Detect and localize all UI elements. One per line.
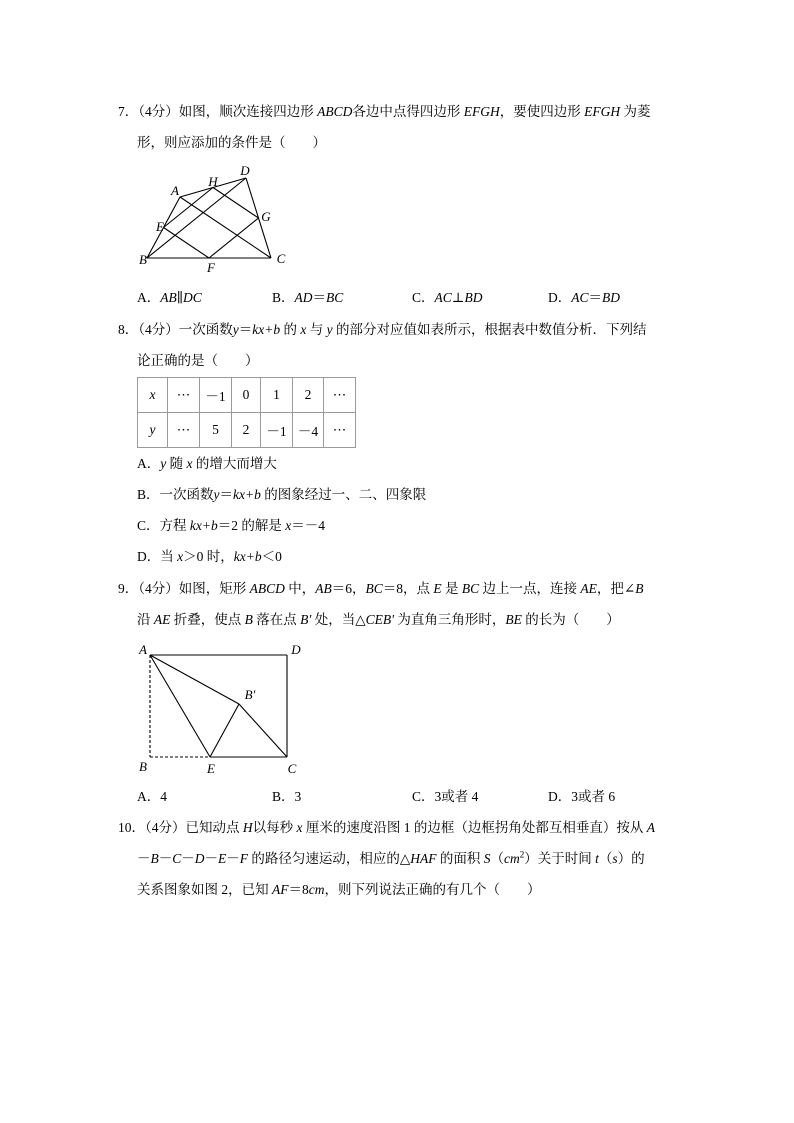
text-run: ）关于时间 [524,851,596,866]
math-text: kx+b [233,549,262,564]
edge-gf [209,218,259,258]
table-row-y [138,413,356,448]
math-text: AE [580,581,597,596]
text-run: 8．（4分）一次函数 [118,322,233,337]
label-b-prime: B′ [244,687,256,702]
label-e: E [207,761,215,776]
q7-option-c [412,288,482,308]
text-run: （ [490,851,505,866]
text-run: D．当 [137,549,178,564]
text-run: 10．（4分）已知动点 [118,820,243,835]
math-text: s [612,851,618,866]
text-run: ＝ [219,487,234,502]
table-cell: ⋯ [324,413,356,448]
math-text: BD [602,290,621,305]
math-text: kx+b [252,322,281,337]
math-text: ABCD [249,581,285,596]
text-run: B．一次函数 [137,487,214,502]
text-run: 为直角三角形时， [394,612,506,627]
text-run: ∥ [176,290,183,305]
text-run: 的增大而增大 [192,456,277,471]
q7-quadrilateral-figure [130,160,300,275]
text-run: C．3或者 4 [412,789,479,804]
text-run: ＝ [588,290,603,305]
text-run: 形，则应添加的条件是（ ） [137,135,326,150]
math-text: EFGH [463,104,500,119]
superscript: 2 [519,849,525,860]
math-text: AD [294,290,313,305]
q9-option-c [412,787,478,807]
math-text: C [172,851,182,866]
text-run: 以每秒 [252,820,297,835]
text-run: ＜0 [261,549,282,564]
math-text: EFGH [584,104,621,119]
table-cell: 0 [232,378,261,413]
segment-ae [150,655,210,757]
label-h: H [208,174,218,189]
label-d: D [291,642,301,657]
label-a: A [171,183,179,198]
math-text: kx+b [233,487,261,502]
text-run: D． [548,290,572,305]
math-text: x [300,322,307,337]
text-run: ，要使四边形 [499,104,585,119]
text-run: 各边中点得四边形 [352,104,464,119]
math-text: BC [461,581,480,596]
text-run: A． [137,290,161,305]
text-run: C． [412,290,435,305]
edge-fe [164,228,210,259]
label-a: A [139,642,147,657]
math-text: t [595,851,599,866]
text-run: 与 [306,322,327,337]
math-text: AC [571,290,589,305]
math-text: AB [315,581,332,596]
math-text: F [239,851,249,866]
text-run: 边上一点，连接 [479,581,581,596]
math-text: E [433,581,442,596]
math-text: x [285,518,292,533]
table-cell-header: x [138,378,168,413]
table-cell: －4 [293,413,324,448]
math-text: E [218,851,227,866]
text-run: B． [272,290,295,305]
math-text: kx+b [189,518,218,533]
q8-stem-line-1 [118,320,646,340]
table-cell: 5 [200,413,232,448]
q9-stem-line-2 [137,610,620,630]
math-text: AF [272,882,289,897]
table-cell: ⋯ [168,413,200,448]
label-c: C [276,251,286,266]
text-run: 中， [284,581,316,596]
text-run: ＝6， [331,581,366,596]
table-cell: 2 [232,413,261,448]
text-run: ＝ [312,290,327,305]
text-run: － [204,851,219,866]
text-run: ＝8 [288,882,309,897]
diagonal-ac [180,197,271,258]
math-text: x [186,456,193,471]
math-text: y [232,322,239,337]
text-run: ＝－4 [291,518,325,533]
q9-rectangle-fold-figure [135,640,305,780]
math-text: S [483,851,491,866]
math-text: x [177,549,184,564]
text-run: ，把∠ [596,581,636,596]
table-cell: 2 [293,378,324,413]
text-run: 的图象经过一、二、四象限 [260,487,427,502]
q10-stem-line-1 [118,818,655,838]
label-b: B [139,252,147,267]
math-text: BD [464,290,483,305]
diagonal-bd [147,178,246,258]
text-run: C．方程 [137,518,190,533]
text-run: 的面积 [436,851,484,866]
text-run: 随 [166,456,187,471]
label-c: C [287,761,297,776]
text-run: ，则下列说法正确的有几个（ ） [324,882,541,897]
math-text: y [213,487,220,502]
label-b: B [139,759,147,774]
q8-option-a [137,454,277,474]
q8-option-c [137,516,325,536]
math-text: B [635,581,644,596]
text-run: 关系图象如图 2，已知 [137,882,272,897]
q8-option-d [137,547,282,567]
text-run: 的部分对应值如表所示，根据表中数值分析．下列结 [332,322,647,337]
q9-option-d [548,787,615,807]
math-text: B′ [300,612,312,627]
table-cell: ⋯ [324,378,356,413]
text-run: 是 [441,581,462,596]
text-run: B．3 [272,789,302,804]
math-text: BE [505,612,522,627]
q7-option-b [272,288,343,308]
text-run: － [226,851,240,866]
q9-option-a [137,787,167,807]
q8-stem-line-2 [137,351,259,371]
table-cell-header: y [138,413,168,448]
text-run: 9．（4分）如图，矩形 [118,581,250,596]
math-text: HAF [410,851,437,866]
math-text: DC [183,290,202,305]
math-text: A [646,820,655,835]
text-run: 沿 [137,612,154,627]
table-cell: －1 [200,378,232,413]
text-run: 为菱 [620,104,651,119]
q10-stem-line-3 [137,880,541,900]
q10-stem-line-2 [137,849,645,869]
text-run: D．3或者 6 [548,789,616,804]
math-text: AE [153,612,171,627]
table-row-x [138,378,356,413]
math-text: cm [504,851,520,866]
math-text: y [326,322,333,337]
math-text: D [194,851,205,866]
math-text: x [296,820,303,835]
text-run: ⊥ [451,290,465,305]
text-run: － [181,851,195,866]
text-run: 的 [280,322,301,337]
text-run: A．4 [137,789,167,804]
text-run: A． [137,456,161,471]
table-cell: ⋯ [168,378,200,413]
q8-option-b [137,485,426,505]
text-run: － [137,851,151,866]
text-run: ＝2 的解是 [217,518,286,533]
text-run: 折叠，使点 [170,612,245,627]
text-run: 的路径匀速运动，相应的△ [248,851,411,866]
table-cell: 1 [261,378,293,413]
math-text: BC [326,290,344,305]
edge-hg [213,188,259,219]
segment-b-prime-e [210,704,239,757]
text-run: 厘米的速度沿图 1 的边框（边框拐角处都互相垂直）按从 [302,820,647,835]
math-text: CEB′ [365,612,395,627]
text-run: 处，当△ [311,612,366,627]
text-run: 7．（4分）如图，顺次连接四边形 [118,104,318,119]
label-e: E [156,219,164,234]
math-text: B [244,612,253,627]
label-f: F [207,260,215,275]
math-text: H [242,820,253,835]
label-g: G [261,209,271,224]
math-text: BC [365,581,383,596]
text-run: ＝8，点 [382,581,434,596]
text-run: － [158,851,173,866]
text-run: 落在点 [252,612,301,627]
segment-b-prime-c [239,704,287,757]
q7-stem-line-1 [118,102,651,122]
text-run: 的长为（ ） [521,612,620,627]
q8-value-table [137,377,356,448]
q7-stem-line-2 [137,133,326,153]
math-text: AB [160,290,177,305]
text-run: ＝ [238,322,253,337]
text-run: （ [598,851,613,866]
q9-stem-line-1 [118,579,643,599]
text-run: ＞0 时， [183,549,234,564]
math-text: y [160,456,167,471]
q7-option-d [548,288,620,308]
math-text: ABCD [317,104,353,119]
math-text: AC [434,290,452,305]
text-run: 论正确的是（ ） [137,353,259,368]
math-text: cm [308,882,325,897]
q7-option-a [137,288,202,308]
text-run: ）的 [617,851,645,866]
label-d: D [240,163,250,178]
q9-option-b [272,787,301,807]
table-cell: －1 [261,413,293,448]
segment-ab-prime [150,655,239,704]
math-text: B [150,851,159,866]
